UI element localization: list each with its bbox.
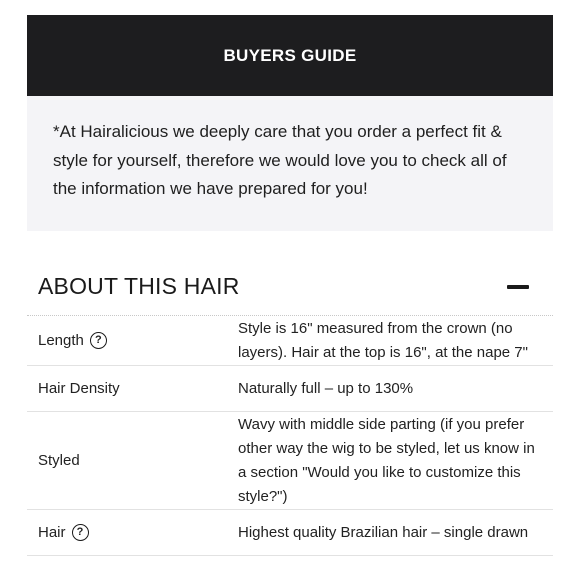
buyers-guide-header — [27, 15, 553, 96]
question-circle-icon[interactable]: ? — [90, 332, 107, 349]
question-circle-icon[interactable]: ? — [72, 524, 89, 541]
spec-label-length: Length — [38, 332, 84, 349]
minus-icon[interactable] — [507, 285, 529, 289]
table-row — [27, 510, 553, 556]
spec-value-styled: Wavy with middle side parting (if you prefer other way the wig to be styled, let us know in a section "Would you like to customize this style?") — [238, 415, 535, 505]
spec-label-hair: Hair — [38, 524, 66, 541]
about-this-hair-title: ABOUT THIS HAIR — [38, 273, 240, 299]
table-row — [27, 366, 553, 412]
hair-spec-table — [27, 316, 553, 556]
about-this-hair-accordion-header[interactable] — [27, 258, 553, 316]
spec-value-length: Style is 16" measured from the crown (no layers). Hair at the top is 16", at the nape 7" — [238, 319, 528, 361]
table-row — [27, 316, 553, 366]
table-row — [27, 412, 553, 510]
spec-label-hair-density: Hair Density — [38, 380, 120, 397]
buyers-guide-note: *At Hairalicious we deeply care that you order a perfect fit & style for yourself, therefore we would love you to check all of the information we have prepared for you! — [27, 96, 553, 231]
spec-label-styled: Styled — [38, 452, 80, 469]
buyers-guide-title: BUYERS GUIDE — [223, 45, 357, 65]
spec-value-hair-density: Naturally full – up to 130% — [238, 379, 414, 397]
spec-value-hair: Highest quality Brazilian hair – single drawn — [238, 523, 529, 541]
